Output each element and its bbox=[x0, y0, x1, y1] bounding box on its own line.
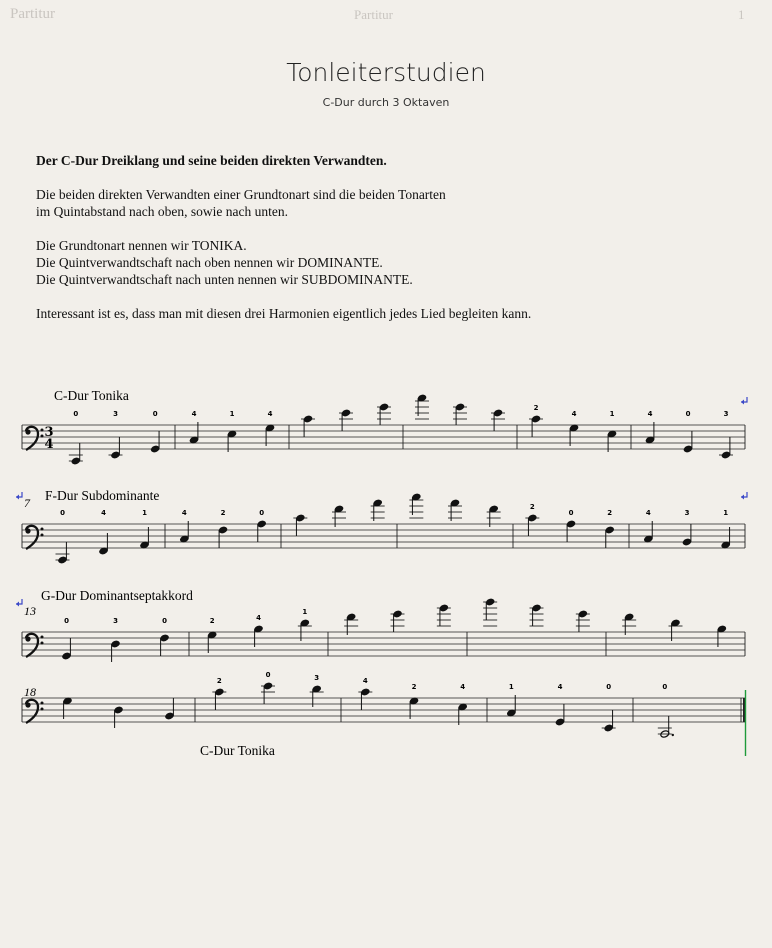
note[interactable] bbox=[111, 640, 121, 662]
bass-clef-icon bbox=[25, 427, 43, 450]
fingering-number: 0 bbox=[73, 410, 79, 418]
note[interactable] bbox=[69, 443, 83, 465]
note[interactable] bbox=[62, 638, 72, 660]
note[interactable] bbox=[530, 604, 544, 626]
note[interactable] bbox=[555, 704, 565, 726]
clef-dot bbox=[41, 429, 44, 432]
fingering-number: 4 bbox=[191, 410, 197, 418]
note[interactable] bbox=[339, 409, 353, 431]
time-signature-top: 3 bbox=[44, 425, 54, 440]
note[interactable] bbox=[377, 403, 391, 425]
note[interactable] bbox=[682, 524, 692, 546]
note[interactable] bbox=[602, 710, 616, 732]
repeat-return-left-icon[interactable] bbox=[16, 492, 22, 500]
repeat-return-right-icon[interactable] bbox=[741, 492, 747, 500]
fingering-number: 0 bbox=[606, 683, 612, 691]
clef-dot bbox=[41, 534, 44, 537]
note[interactable] bbox=[453, 403, 467, 425]
augmentation-dot bbox=[672, 734, 674, 736]
fingering-number: 3 bbox=[684, 509, 690, 517]
staff-label: F-Dur Subdominante bbox=[45, 488, 160, 503]
note[interactable] bbox=[448, 499, 462, 521]
clef-dot bbox=[41, 435, 44, 438]
note[interactable] bbox=[56, 542, 70, 564]
bass-clef-icon bbox=[25, 526, 43, 549]
fingering-number: 4 bbox=[557, 683, 563, 691]
note[interactable] bbox=[719, 437, 733, 459]
fingering-number: 2 bbox=[607, 509, 613, 517]
page-number: 1 bbox=[738, 7, 745, 22]
fingering-number: 0 bbox=[265, 671, 271, 679]
fingering-number: 1 bbox=[229, 410, 235, 418]
fingering-number: 1 bbox=[508, 683, 514, 691]
note[interactable] bbox=[150, 431, 160, 453]
clef-dot bbox=[41, 708, 44, 711]
intro-line: Die Grundtonart nennen wir TONIKA. bbox=[36, 238, 247, 253]
staff-label: C-Dur Tonika bbox=[200, 743, 275, 758]
fingering-number: 0 bbox=[162, 617, 167, 625]
note[interactable] bbox=[576, 610, 590, 632]
fingering-number: 4 bbox=[256, 614, 261, 622]
staff-label: G-Dur Dominantseptakkord bbox=[41, 588, 193, 603]
fingering-number: 2 bbox=[209, 617, 215, 625]
clef-dot bbox=[41, 702, 44, 705]
clef-dot bbox=[41, 636, 44, 639]
note[interactable] bbox=[491, 409, 505, 431]
intro-heading: Der C-Dur Dreiklang und seine beiden direkten Verwandten. bbox=[36, 153, 387, 168]
fingering-number: 4 bbox=[571, 410, 577, 418]
fingering-number: 2 bbox=[529, 503, 535, 511]
note[interactable] bbox=[683, 431, 693, 453]
fingering-number: 1 bbox=[142, 509, 147, 517]
note[interactable] bbox=[566, 520, 576, 542]
note[interactable] bbox=[358, 688, 372, 710]
fingering-number: 4 bbox=[101, 509, 106, 517]
fingering-number: 1 bbox=[302, 608, 308, 616]
fingering-number: 3 bbox=[314, 674, 320, 682]
repeat-arrow bbox=[16, 602, 19, 607]
clef-dot bbox=[25, 429, 30, 434]
intro-line: im Quintabstand nach oben, sowie nach unten. bbox=[36, 204, 288, 219]
clef-dot bbox=[25, 636, 30, 641]
intro-line: Die Quintverwandtschaft nach unten nennen wir SUBDOMINANTE. bbox=[36, 272, 413, 287]
note[interactable] bbox=[261, 682, 275, 704]
fingering-number: 2 bbox=[216, 677, 222, 685]
header-left: Partitur bbox=[10, 6, 55, 22]
fingering-number: 0 bbox=[64, 617, 69, 625]
fingering-number: 0 bbox=[259, 509, 265, 517]
note[interactable] bbox=[525, 514, 539, 536]
measure-number: 7 bbox=[24, 496, 30, 510]
repeat-arrow bbox=[741, 495, 744, 500]
fingering-number: 4 bbox=[647, 410, 653, 418]
note[interactable] bbox=[257, 520, 267, 542]
fingering-number: 2 bbox=[220, 509, 226, 517]
staff-label: C-Dur Tonika bbox=[54, 388, 129, 403]
note[interactable] bbox=[293, 514, 307, 536]
fingering-number: 2 bbox=[411, 683, 417, 691]
fingering-number: 1 bbox=[609, 410, 615, 418]
clef-dot bbox=[25, 702, 30, 707]
fingering-number: 3 bbox=[113, 617, 118, 625]
fingering-number: 3 bbox=[113, 410, 118, 418]
note[interactable] bbox=[483, 598, 497, 626]
measure-number: 13 bbox=[24, 604, 36, 618]
fingering-number: 0 bbox=[60, 509, 65, 517]
fingering-number: 0 bbox=[568, 509, 574, 517]
repeat-return-left-icon[interactable] bbox=[16, 599, 22, 607]
note[interactable] bbox=[160, 634, 170, 656]
note[interactable] bbox=[409, 493, 423, 518]
note[interactable] bbox=[212, 688, 226, 710]
fingering-number: 1 bbox=[723, 509, 729, 517]
note[interactable] bbox=[529, 415, 543, 437]
bass-clef-icon bbox=[25, 700, 43, 723]
intro-line: Die Quintverwandtschaft nach oben nennen wir DOMINANTE. bbox=[36, 255, 383, 270]
note[interactable] bbox=[371, 499, 385, 521]
fingering-number: 0 bbox=[152, 410, 158, 418]
score-subtitle[interactable]: C-Dur durch 3 Oktaven bbox=[322, 96, 450, 109]
fingering-number: 4 bbox=[460, 683, 466, 691]
bass-clef-icon bbox=[25, 634, 43, 657]
note[interactable] bbox=[301, 415, 315, 437]
measure-number: 18 bbox=[24, 685, 36, 699]
note[interactable] bbox=[218, 526, 228, 548]
note[interactable] bbox=[109, 437, 123, 459]
fingering-number: 4 bbox=[645, 509, 651, 517]
fingering-number: 0 bbox=[685, 410, 691, 418]
fingering-number: 2 bbox=[533, 404, 539, 412]
fingering-number: 4 bbox=[181, 509, 187, 517]
clef-dot bbox=[25, 528, 30, 533]
fingering-number: 4 bbox=[267, 410, 273, 418]
note[interactable] bbox=[165, 698, 175, 720]
note[interactable] bbox=[415, 394, 429, 419]
intro-line: Die beiden direkten Verwandten einer Grundtonart sind die beiden Tonarten bbox=[36, 187, 446, 202]
clef-dot bbox=[41, 528, 44, 531]
intro-paragraph-3: Interessant ist es, dass man mit diesen drei Harmonien eigentlich jedes Lied begleiten kann. bbox=[36, 306, 532, 321]
note[interactable] bbox=[114, 706, 124, 728]
note[interactable] bbox=[605, 526, 615, 548]
note[interactable] bbox=[437, 604, 451, 626]
note[interactable] bbox=[391, 610, 405, 632]
repeat-arrow bbox=[16, 495, 19, 500]
time-signature-bottom: 4 bbox=[44, 437, 54, 452]
fingering-number: 0 bbox=[662, 683, 668, 691]
score-title[interactable]: Tonleiterstudien bbox=[286, 58, 486, 87]
repeat-return-right-icon[interactable] bbox=[741, 397, 747, 405]
repeat-arrow bbox=[741, 400, 744, 405]
header-center: Partitur bbox=[354, 7, 393, 22]
fingering-number: 4 bbox=[362, 677, 368, 685]
clef-dot bbox=[41, 642, 44, 645]
note[interactable] bbox=[658, 716, 674, 738]
fingering-number: 3 bbox=[723, 410, 729, 418]
